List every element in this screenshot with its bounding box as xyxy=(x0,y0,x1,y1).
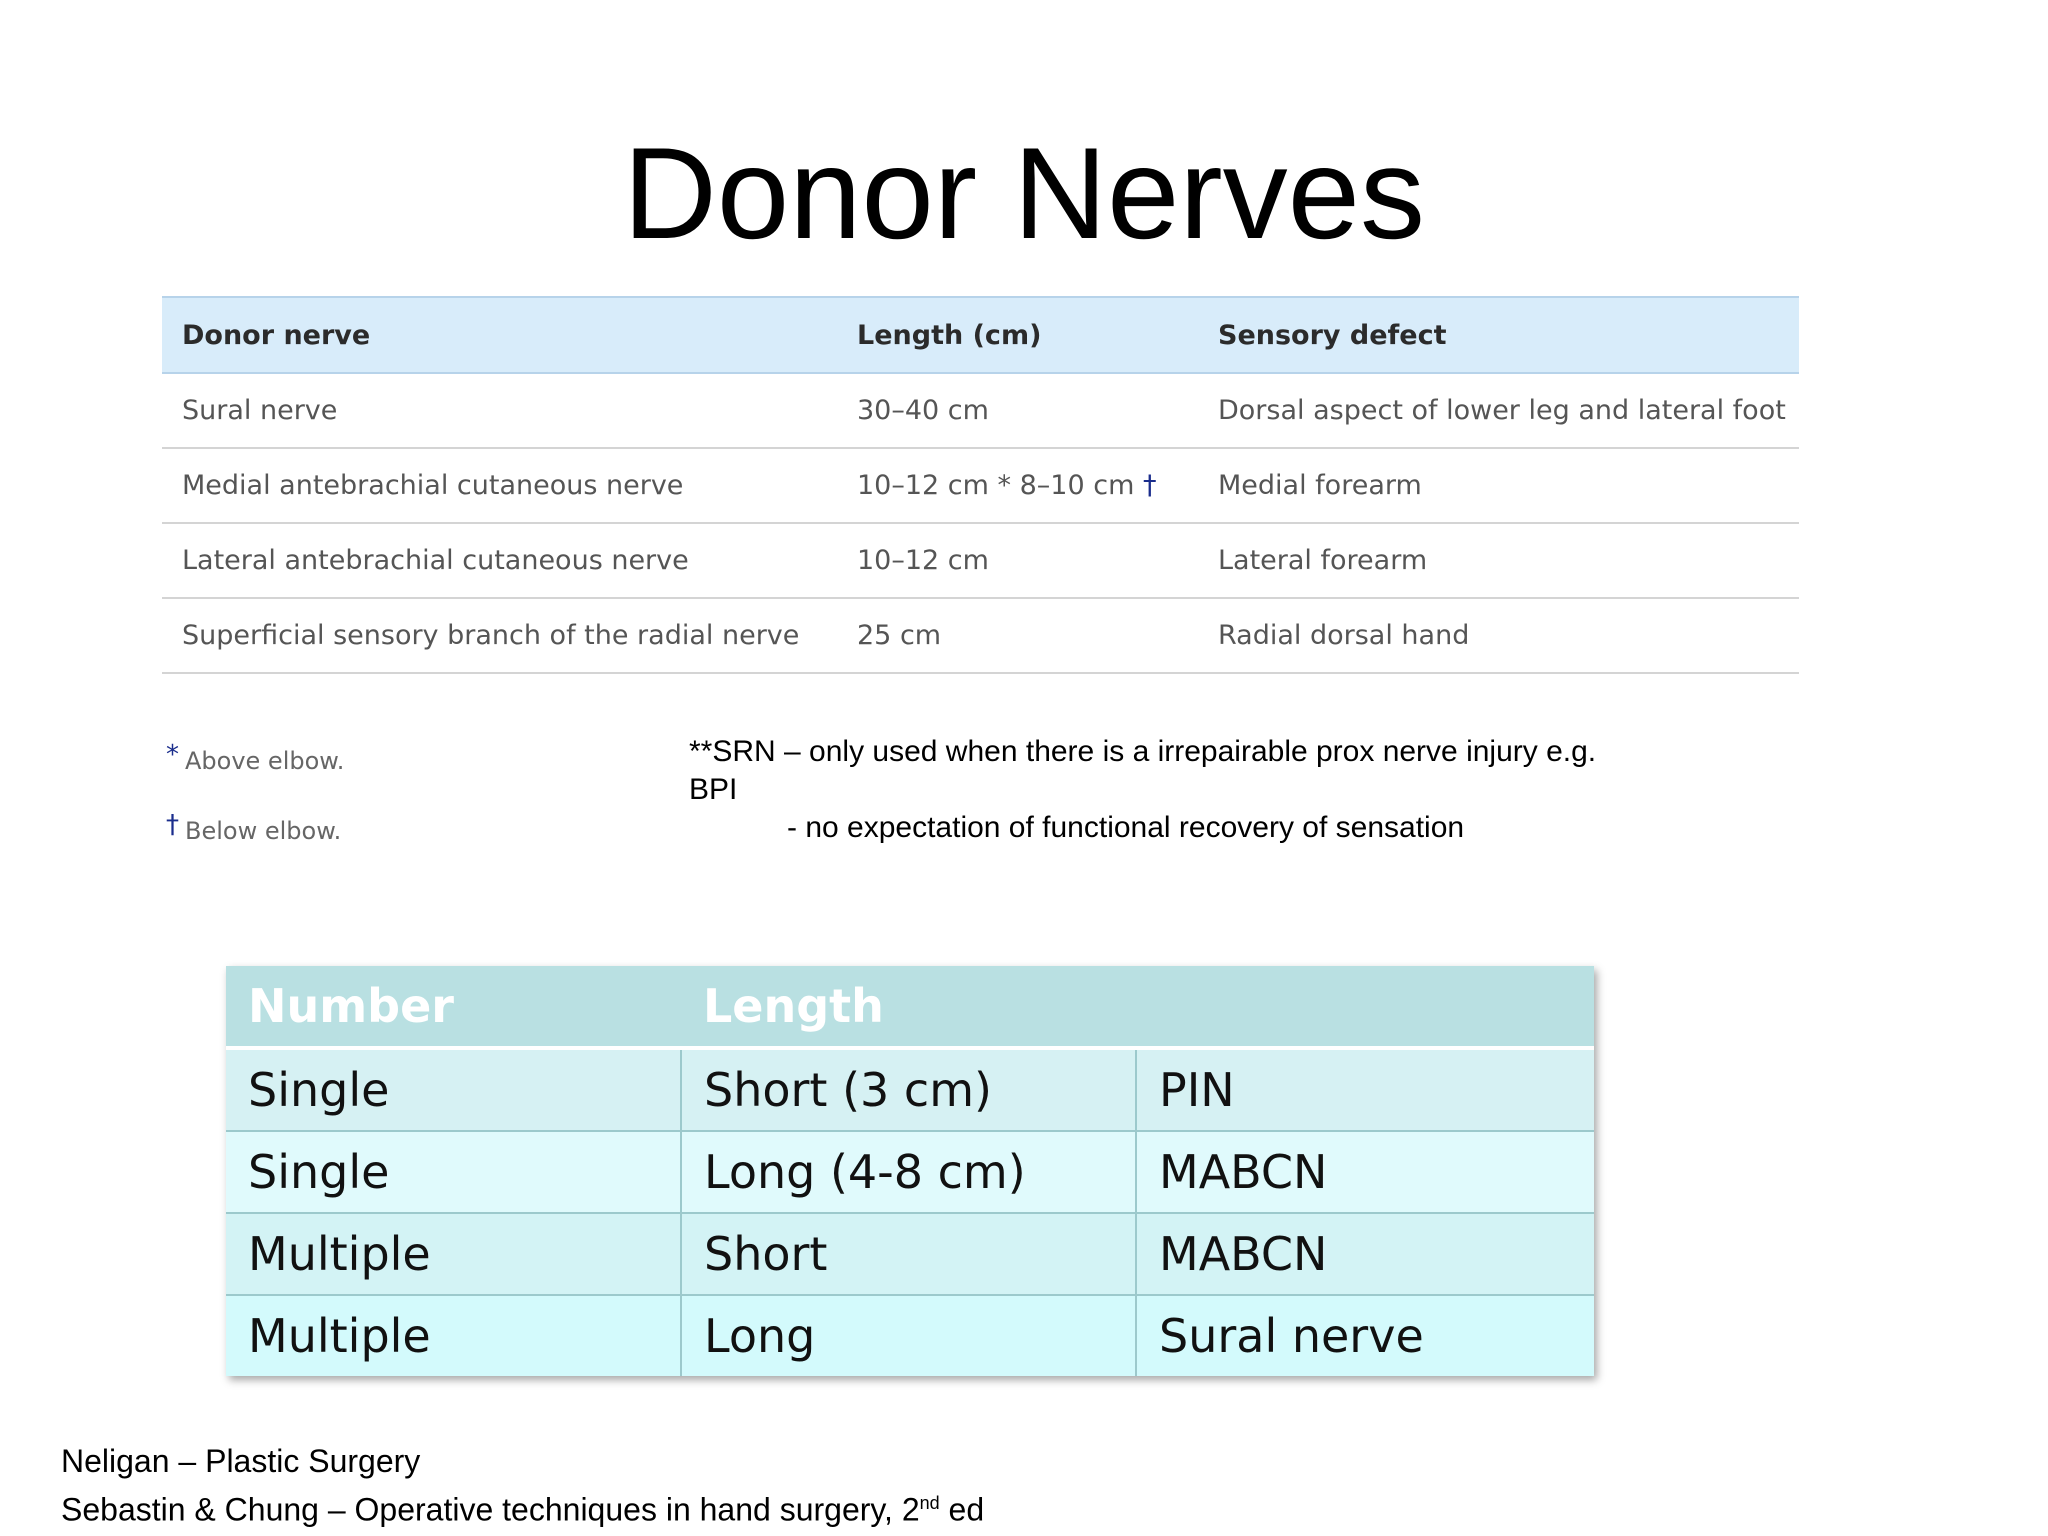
nerve-selection-table xyxy=(226,966,1594,1376)
table-row xyxy=(162,523,1799,598)
note-line: - no expectation of functional recovery of sensation xyxy=(787,811,1465,844)
page-title: Donor Nerves xyxy=(623,120,1425,266)
table-cell: PIN xyxy=(1136,1048,1594,1131)
footnote-above-elbow xyxy=(166,740,344,775)
table-cell: Short xyxy=(681,1213,1136,1295)
dagger-footnote-marker: † xyxy=(1142,470,1157,501)
column-header: Number xyxy=(226,966,681,1048)
footnote-text: Below elbow. xyxy=(185,817,342,845)
reference-text-end: ed xyxy=(939,1491,985,1528)
table-row xyxy=(226,1295,1594,1376)
reference-text: Sebastin & Chung – Operative techniques in hand surgery, 2 xyxy=(61,1491,920,1528)
table-header-row xyxy=(162,297,1799,373)
dagger-footnote-symbol: † xyxy=(166,810,179,840)
table-cell: Multiple xyxy=(226,1295,681,1376)
table-cell: Radial dorsal hand xyxy=(1198,598,1799,673)
table-cell: MABCN xyxy=(1136,1213,1594,1295)
reference-line: Neligan – Plastic Surgery xyxy=(61,1443,421,1479)
table-cell: Multiple xyxy=(226,1213,681,1295)
table-row xyxy=(162,598,1799,673)
note-line: **SRN – only used when there is a irrepairable prox nerve injury e.g. BPI xyxy=(689,735,1597,806)
table-cell: Single xyxy=(226,1131,681,1213)
reference-line xyxy=(61,1482,984,1531)
table-cell: Long (4-8 cm) xyxy=(681,1131,1136,1213)
table-cell: MABCN xyxy=(1136,1131,1594,1213)
table-cell: Short (3 cm) xyxy=(681,1048,1136,1131)
column-header: Length (cm) xyxy=(837,297,1198,373)
table-cell: Lateral forearm xyxy=(1198,523,1799,598)
table-cell: 10–12 cm xyxy=(837,523,1198,598)
table-header-row xyxy=(226,966,1594,1048)
table-cell: 25 cm xyxy=(837,598,1198,673)
table-cell: Sural nerve xyxy=(1136,1295,1594,1376)
table-row xyxy=(226,1213,1594,1295)
table-cell: Medial antebrachial cutaneous nerve xyxy=(162,448,837,523)
column-header: Length xyxy=(681,966,1136,1048)
table-cell: Medial forearm xyxy=(1198,448,1799,523)
table-cell: Superficial sensory branch of the radial nerve xyxy=(162,598,837,673)
reference-superscript: nd xyxy=(919,1493,940,1513)
table-row xyxy=(226,1048,1594,1131)
table-cell xyxy=(837,448,1198,523)
column-header: Donor nerve xyxy=(162,297,837,373)
column-header: Sensory defect xyxy=(1198,297,1799,373)
length-value: 10–12 cm * 8–10 cm xyxy=(857,470,1135,501)
column-header xyxy=(1136,966,1594,1048)
table-cell: Long xyxy=(681,1295,1136,1376)
asterisk-footnote-symbol: * xyxy=(166,740,179,770)
srn-note xyxy=(689,733,1649,847)
nerve-selection-table-wrapper xyxy=(226,966,1594,1376)
table-row xyxy=(162,448,1799,523)
table-cell: Single xyxy=(226,1048,681,1131)
donor-nerve-table xyxy=(162,296,1799,674)
footnote-below-elbow xyxy=(166,810,341,845)
table-cell: 30–40 cm xyxy=(837,373,1198,448)
footnote-text: Above elbow. xyxy=(185,747,345,775)
references xyxy=(61,1440,984,1531)
table-row xyxy=(162,373,1799,448)
table-cell: Sural nerve xyxy=(162,373,837,448)
table-row xyxy=(226,1131,1594,1213)
table-cell: Lateral antebrachial cutaneous nerve xyxy=(162,523,837,598)
table-cell: Dorsal aspect of lower leg and lateral foot xyxy=(1198,373,1799,448)
